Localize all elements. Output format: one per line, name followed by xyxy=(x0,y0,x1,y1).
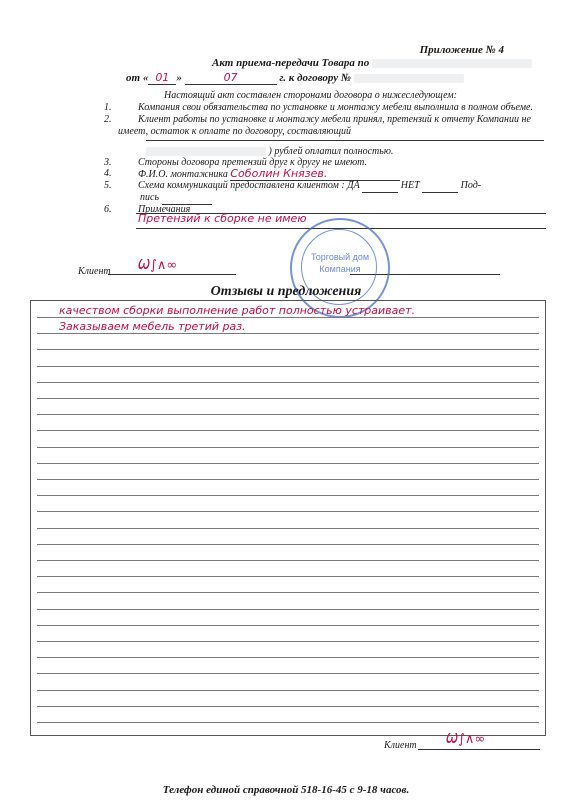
clause-number: 3. xyxy=(104,157,112,168)
clause-1 xyxy=(104,102,538,114)
clause-text: Клиент работы по установке и монтажу мебели принял, претензий к отчету Компании не имеет, остаток к оплате по договору, составляющий xyxy=(118,114,531,137)
feedback-box xyxy=(30,300,546,736)
ruled-line xyxy=(37,528,539,529)
ruled-line xyxy=(37,349,539,350)
clause-tail-text: ) рублей оплатил полностью. xyxy=(268,146,394,157)
clause-number: 2. xyxy=(104,114,112,125)
act-title xyxy=(212,57,532,69)
clause-text: Стороны договора претензий друг к другу не имеют. xyxy=(138,157,368,168)
ruled-line xyxy=(37,430,539,431)
stamp-text-1: Торговый дом xyxy=(310,252,370,262)
clause-2 xyxy=(104,114,548,138)
bottom-client-signature-line xyxy=(418,749,540,750)
client-signature: Ѡ∫∧∞ xyxy=(138,258,178,273)
ruled-line xyxy=(37,690,539,691)
date-prefix: от xyxy=(126,72,141,84)
notes-value: Претензий к сборке не имею xyxy=(138,212,307,225)
ruled-line xyxy=(37,366,539,367)
ruled-line xyxy=(37,641,539,642)
ruled-line xyxy=(37,592,539,593)
date-day: 01 xyxy=(148,71,176,85)
bottom-client-signature: Ѡ∫∧∞ xyxy=(446,732,486,747)
clause-number: 4. xyxy=(104,168,112,179)
installer-label: Ф.И.О. монтажника xyxy=(138,169,228,180)
ruled-line xyxy=(37,544,539,545)
clause-number: 1. xyxy=(104,102,112,113)
client-label: Клиент xyxy=(78,266,111,277)
ruled-line xyxy=(37,463,539,464)
ruled-line xyxy=(37,706,539,707)
ruled-line xyxy=(37,317,539,318)
signature-label: Под- xyxy=(460,180,482,191)
clause-number: 5. xyxy=(104,180,112,191)
no-label: НЕТ xyxy=(400,180,420,191)
ruled-line xyxy=(37,673,539,674)
appendix-label: Приложение № 4 xyxy=(419,44,504,56)
amount-line xyxy=(146,140,544,141)
ruled-line xyxy=(37,511,539,512)
feedback-line-2: Заказываем мебель третий раз. xyxy=(59,320,246,333)
ruled-line xyxy=(37,625,539,626)
act-title-text: Акт приема-передачи Товара по xyxy=(212,57,370,69)
footer-phone: Телефон единой справочной 518-16-45 с 9-18 часов. xyxy=(162,784,410,796)
communications-label: Схема коммуникаций предоставлена клиентом : ДА xyxy=(138,180,360,191)
redacted-amount xyxy=(146,147,266,156)
signature-label-part2: пись xyxy=(140,192,159,203)
intro-text: Настоящий акт составлен сторонами договора о нижеследующем: xyxy=(164,90,457,101)
client-signature-line xyxy=(108,274,236,275)
ruled-line xyxy=(37,657,539,658)
notes-label: Примечания xyxy=(138,204,191,215)
ruled-line xyxy=(37,447,539,448)
redacted-name xyxy=(372,59,532,68)
ruled-line xyxy=(37,609,539,610)
stamp-text-2: Компания xyxy=(319,264,361,274)
ruled-line xyxy=(37,382,539,383)
ruled-line xyxy=(37,333,539,334)
ruled-line xyxy=(37,398,539,399)
clause-number: 6. xyxy=(104,204,112,215)
ruled-line xyxy=(37,414,539,415)
no-blank xyxy=(422,180,458,193)
date-line: от « 01 » 07 г. к договору № xyxy=(126,71,464,85)
ruled-line xyxy=(37,495,539,496)
feedback-title: Отзывы и предложения xyxy=(210,284,362,299)
feedback-line-1: качеством сборки выполнение работ полностью устраивает. xyxy=(59,304,416,317)
date-month: 07 xyxy=(185,71,277,85)
yes-blank xyxy=(362,180,398,193)
installer-name: Соболин Князев. xyxy=(230,168,400,181)
ruled-line xyxy=(37,479,539,480)
contract-label: г. к договору № xyxy=(279,72,351,84)
ruled-line xyxy=(37,560,539,561)
bottom-client-label: Клиент xyxy=(384,740,417,751)
redacted-contract-number xyxy=(354,74,464,83)
clause-text: Компания свои обязательства по установке и монтажу мебели выполнила в полном объеме. xyxy=(138,102,533,113)
ruled-line xyxy=(37,722,539,723)
ruled-line xyxy=(37,576,539,577)
